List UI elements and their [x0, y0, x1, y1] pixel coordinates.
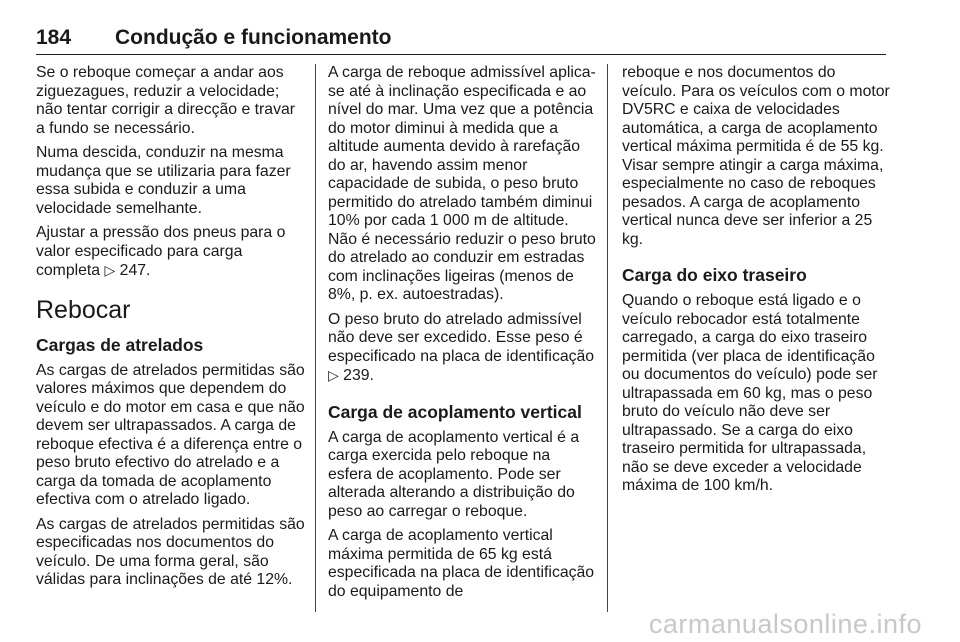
column-3 [622, 64, 890, 502]
paragraph: reboque e nos documentos do veículo. Para os veículos com o motor DV5RC e caixa de velocidades automática, a carga de acoplamento vertical máxima permitida é de 55 kg. Visar sempre atingir a carga máxima, especialmente no caso de reboques pesados. A carga de acoplamento vertical nunca deve ser inferior a 25 kg. [622, 64, 890, 248]
subsection-heading: Cargas de atrelados [36, 334, 204, 355]
subsection-heading: Carga de acoplamento vertical [328, 401, 582, 422]
page-header [36, 26, 886, 55]
paragraph [36, 224, 306, 281]
page-reference-link[interactable]: 239. [343, 367, 374, 384]
watermark: carmanualsonline.info [648, 609, 922, 639]
paragraph-text: O peso bruto do atrelado admissível não deve ser excedido. Esse peso é especificado na placa de identificação [328, 310, 595, 365]
section-heading: Rebocar [36, 295, 131, 324]
column-divider [607, 64, 608, 612]
paragraph: A carga de reboque admissível aplica-se até à inclinação especificada e ao nível do mar. Uma vez que a potência do motor diminui à medida que a altitude aumenta devido à rarefação do ar, havendo assim menor capacidade de subida, o peso bruto permitido do atrelado também diminui 10% por cada 1 000 m de altitude. Não é necessário reduzir o peso bruto do atrelado ao conduzir em estradas com inclinações ligeiras (menos de 8%, p. ex. autoestradas). [328, 64, 596, 303]
paragraph: A carga de acoplamento vertical máxima permitida de 65 kg está especificada na placa de identificação do equipamento de [328, 527, 595, 600]
column-1 [36, 64, 306, 596]
page-number: 184 [36, 26, 72, 49]
page-reference-icon: ▷ [328, 367, 339, 383]
paragraph [328, 311, 596, 386]
paragraph-text: Ajustar a pressão dos pneus para o valor especificado para carga completa [36, 224, 286, 279]
page-reference-icon: ▷ [104, 262, 116, 278]
column-divider [315, 64, 316, 612]
page-reference-link[interactable]: 247. [119, 262, 151, 279]
paragraph: Quando o reboque está ligado e o veículo rebocador está totalmente carregado, a carga do eixo traseiro permitida (ver placa de identificação ou documentos do veículo) pode ser ultrapassada em 60 kg, mas o peso bruto do veículo não deve ser ultrapassado. Se a carga do eixo traseiro permitida for ultrapassada, não se deve exceder a velocidade máxima de 100 km/h. [622, 292, 878, 494]
page-title: Condução e funcionamento [115, 26, 392, 49]
paragraph: Numa descida, conduzir na mesma mudança que se utilizaria para fazer essa subida e conduzir a uma velocidade semelhante. [36, 144, 291, 217]
paragraph: As cargas de atrelados permitidas são valores máximos que dependem do veículo e do motor em casa e que não devem ser ultrapassados. A carga de reboque efectiva é a diferença entre o peso bruto efectivo do atrelado e a carga da tomada de acoplamento efectiva com o atrelado ligado. [36, 361, 305, 508]
paragraph: Se o reboque começar a andar aos ziguezagues, reduzir a velocidade; não tentar corrigir a direcção e travar a fundo se necessário. [36, 64, 296, 137]
column-2 [328, 64, 596, 607]
paragraph: A carga de acoplamento vertical é a carga exercida pelo reboque na esfera de acoplamento. Pode ser alterada alterando a distribuição do peso ao carregar o reboque. [328, 428, 580, 520]
paragraph: As cargas de atrelados permitidas são especificadas nos documentos do veículo. De uma forma geral, são válidas para inclinações de até 12%. [36, 515, 305, 588]
subsection-heading: Carga do eixo traseiro [622, 265, 807, 285]
